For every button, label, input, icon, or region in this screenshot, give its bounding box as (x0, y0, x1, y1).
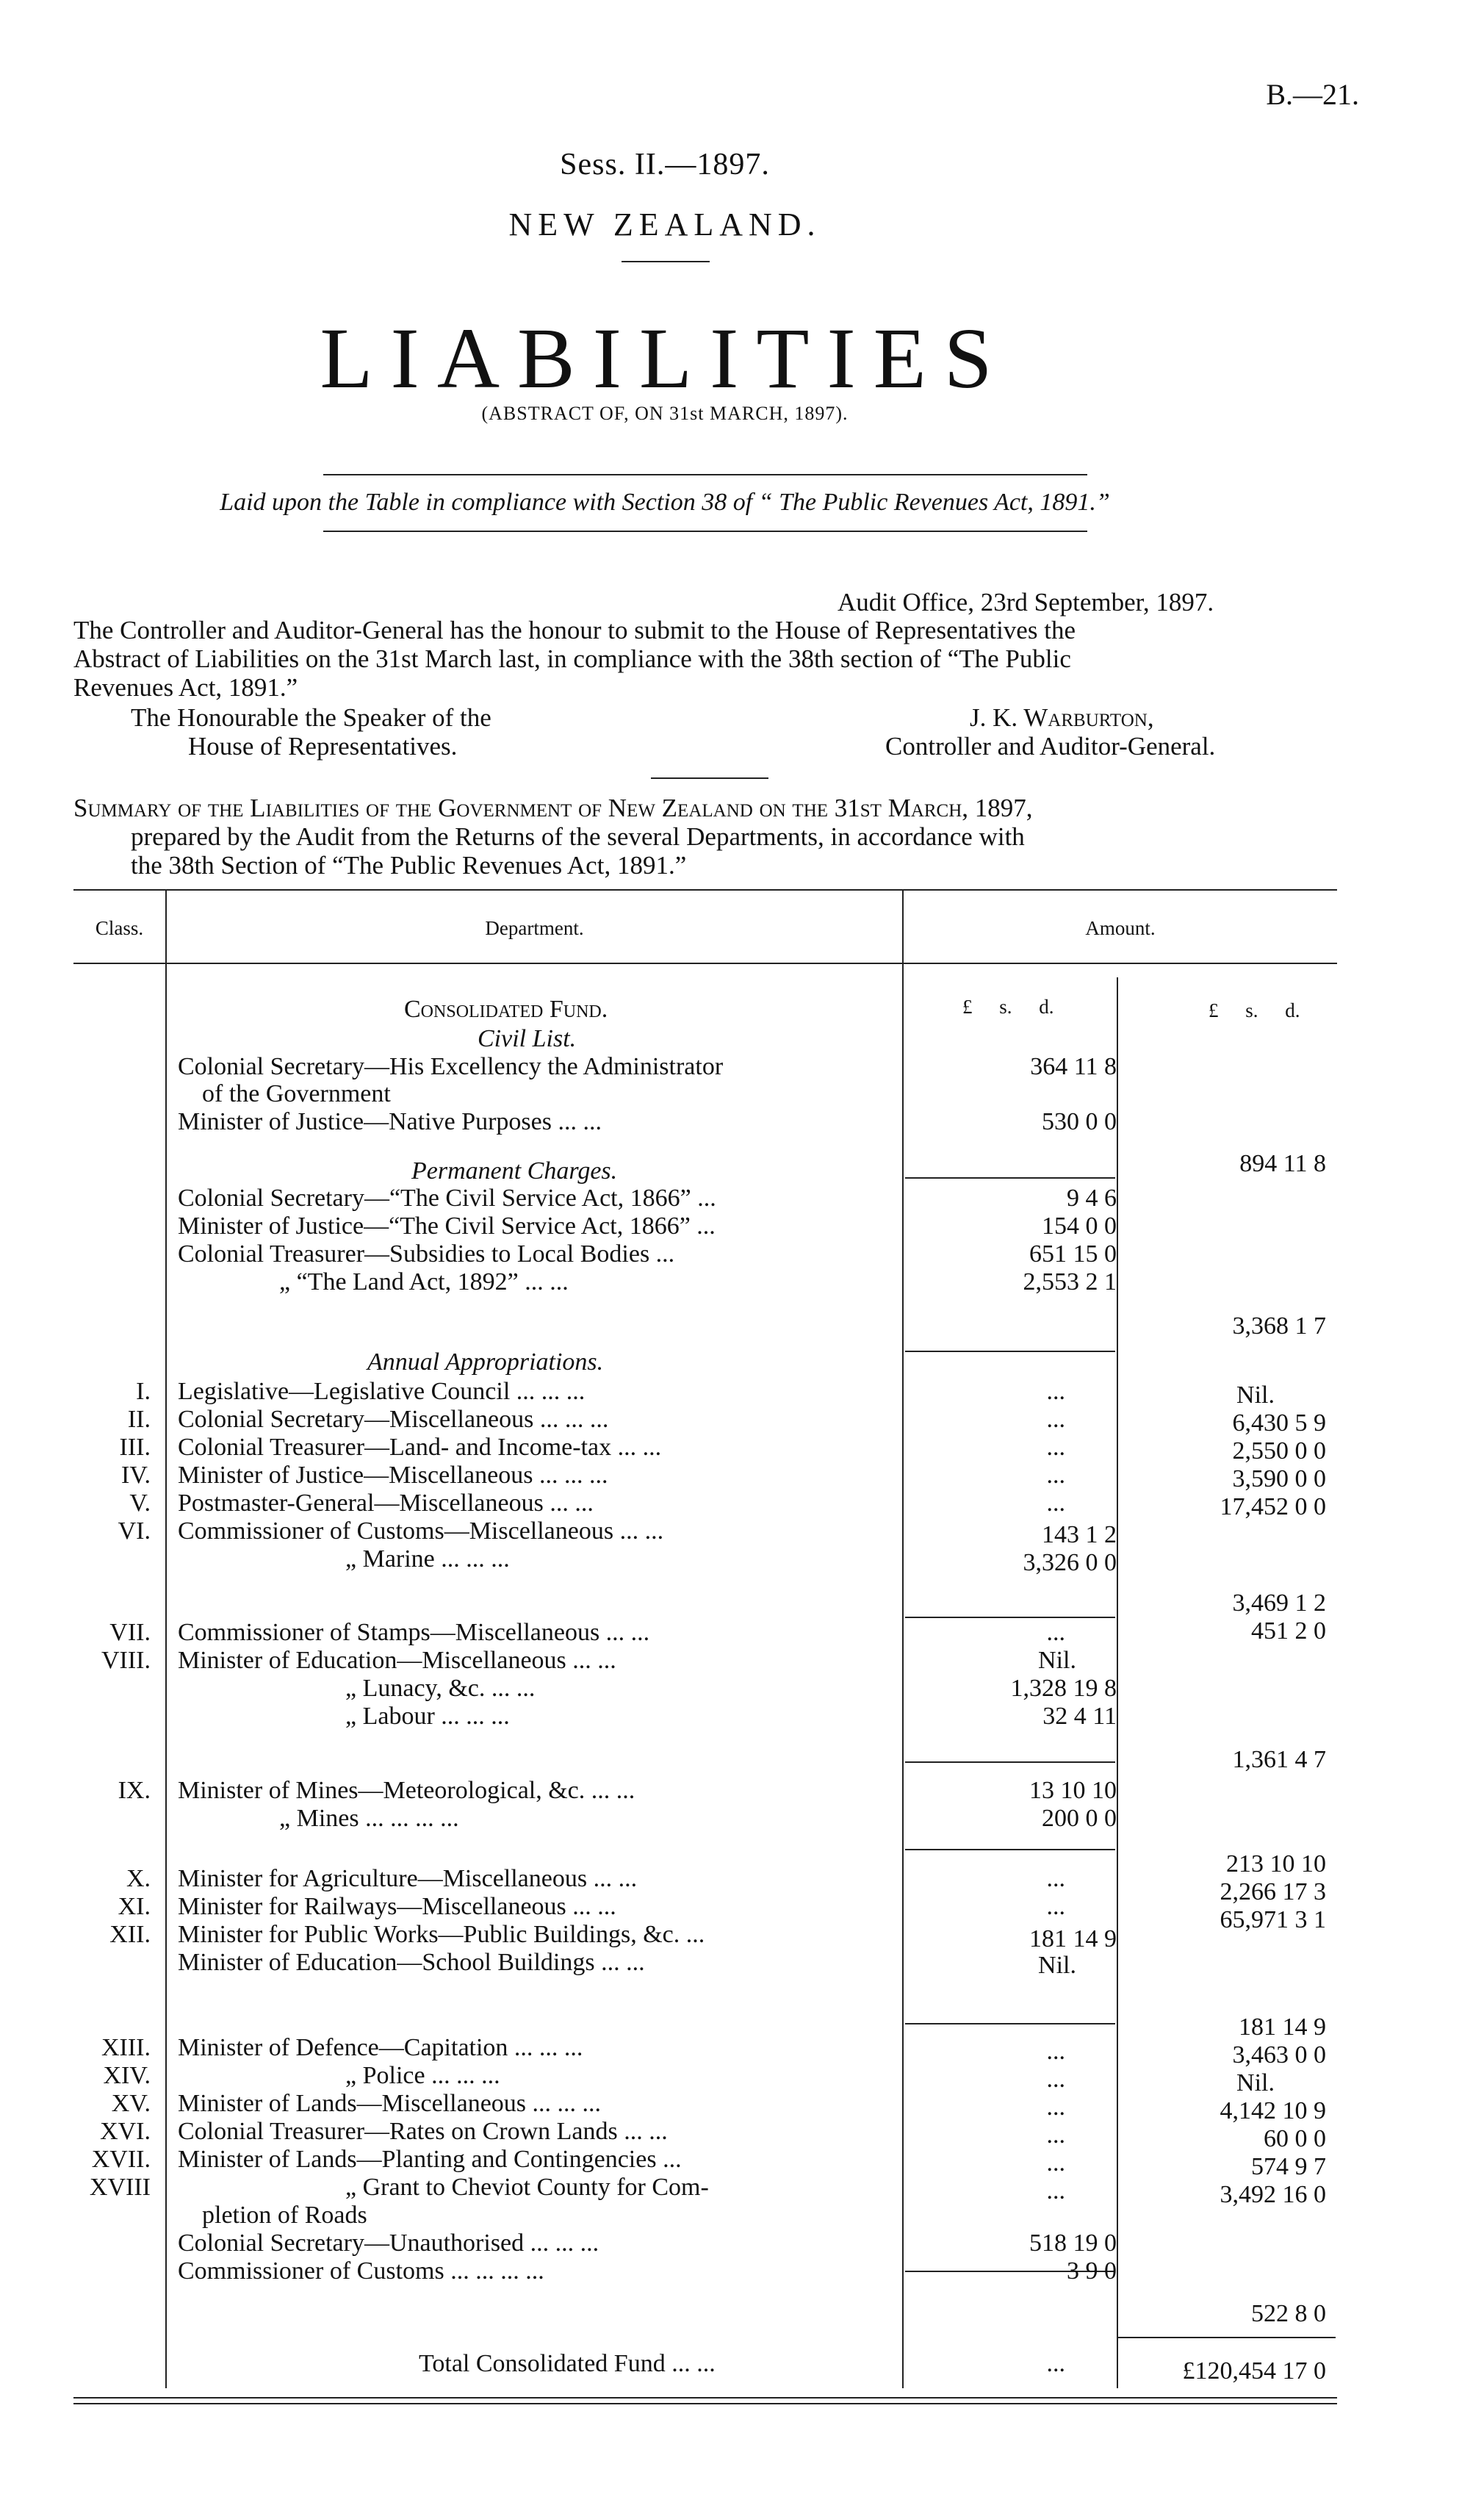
amount-cell: 2,266 17 3 (1220, 1878, 1326, 1905)
total-first-column: ... (1046, 2350, 1065, 2377)
amount-cell: 60 0 0 (1264, 2125, 1326, 2152)
subtotal-cell: 213 10 10 (1226, 1850, 1326, 1878)
department-cell: Colonial Treasurer—Rates on Crown Lands ... ... (178, 2118, 668, 2145)
department-cell: „ Police ... ... ... (345, 2062, 500, 2089)
currency-header-2 (1209, 999, 1300, 1022)
department-cell: Minister of Mines—Meteorological, &c. ... ... (178, 1777, 635, 1804)
country-heading: NEW ZEALAND. (508, 206, 821, 242)
class-cell: XVIII (89, 2174, 151, 2201)
class-cell: XVII. (91, 2146, 151, 2173)
amount-cell: 574 9 7 (1251, 2153, 1326, 2180)
class-cell: XII. (109, 1921, 151, 1948)
amount-cell: 65,971 3 1 (1220, 1906, 1326, 1933)
amount-cell: 2,550 0 0 (1232, 1437, 1326, 1465)
class-cell: VI. (118, 1517, 151, 1545)
amount-cell: ... (1046, 2149, 1065, 2177)
department-cell: Postmaster-General—Miscellaneous ... ... (178, 1490, 594, 1517)
amount-cell: 3,463 0 0 (1232, 2041, 1326, 2069)
subtotal-cell: 1,361 4 7 (1232, 1746, 1326, 1773)
pence-symbol: d. (1039, 996, 1054, 1018)
subtotal-cell: 522 8 0 (1251, 2300, 1326, 2327)
memo-text-line: Revenues Act, 1891.” (73, 673, 298, 702)
amount-cell: Nil. (1236, 1381, 1275, 1409)
group-heading-annual: Annual Appropriations. (367, 1348, 604, 1376)
amount-cell: 17,452 0 0 (1220, 1493, 1326, 1520)
pound-symbol: £ (1209, 999, 1219, 1021)
amount-cell: 651 15 0 (1029, 1240, 1117, 1268)
department-cell: Colonial Secretary—Unauthorised ... ... ... (178, 2229, 599, 2257)
memo-text-line: Abstract of Liabilities on the 31st March last, in compliance with the 38th section of “The Public (73, 644, 1071, 673)
group-heading-permanent: Permanent Charges. (411, 1157, 618, 1185)
memo-addressee: The Honourable the Speaker of the (131, 703, 491, 732)
column-header-amount: Amount. (1085, 917, 1156, 939)
amount-cell: 451 2 0 (1251, 1617, 1326, 1645)
department-cell: Colonial Secretary—Miscellaneous ... ... ... (178, 1406, 609, 1433)
currency-header-1 (962, 996, 1054, 1018)
department-cell: Colonial Secretary—“The Civil Service Act, 1866” ... (178, 1185, 716, 1212)
amount-cell: ... (1046, 1490, 1065, 1517)
divider (651, 777, 768, 779)
class-cell: IV. (121, 1462, 151, 1489)
amount-cell: 154 0 0 (1042, 1212, 1117, 1240)
department-cell: Minister of Education—School Buildings ... ... (178, 1949, 645, 1976)
subtotal-cell: 894 11 8 (1239, 1150, 1326, 1177)
memo-place-date: Audit Office, 23rd September, 1897. (838, 588, 1214, 617)
class-cell: XVI. (100, 2118, 151, 2145)
memo-text-line: The Controller and Auditor-General has the honour to submit to the House of Representatives the (73, 616, 1076, 644)
amount-cell: Nil. (1038, 1952, 1076, 1979)
document-subtitle: (ABSTRACT OF, ON 31st MARCH, 1897). (481, 403, 849, 424)
class-cell: XV. (111, 2090, 151, 2117)
department-cell: „ “The Land Act, 1892” ... ... (279, 1268, 569, 1296)
divider (622, 261, 710, 262)
class-cell: III. (119, 1434, 151, 1461)
department-cell: „ Grant to Cheviot County for Com- (345, 2174, 709, 2201)
total-label: Total Consolidated Fund ... ... (419, 2350, 716, 2377)
pence-symbol: d. (1285, 999, 1300, 1021)
page-reference: B.—21. (1266, 78, 1359, 111)
memo-addressee: House of Representatives. (188, 732, 458, 761)
class-cell: VIII. (101, 1647, 151, 1674)
department-cell: „ Marine ... ... ... (345, 1545, 510, 1573)
amount-cell: 3 9 0 (1067, 2257, 1117, 2285)
session-line: Sess. II.—1897. (560, 148, 770, 182)
department-cell: Minister of Justice—Miscellaneous ... ... ... (178, 1462, 608, 1489)
subtotal-cell: 181 14 9 (1239, 2013, 1326, 2041)
amount-cell: Nil. (1038, 1647, 1076, 1674)
department-cell: „ Labour ... ... ... (345, 1703, 510, 1730)
amount-cell: ... (1046, 1462, 1065, 1489)
department-cell: Legislative—Legislative Council ... ... ... (178, 1378, 586, 1405)
amount-cell: Nil. (1236, 2069, 1275, 2096)
class-cell: II. (127, 1406, 151, 1433)
amount-cell: 3,590 0 0 (1232, 1465, 1326, 1492)
department-cell: Commissioner of Customs ... ... ... ... (178, 2257, 544, 2285)
amount-cell: ... (1046, 1434, 1065, 1461)
department-cell: Colonial Secretary—His Excellency the Administrator (178, 1053, 724, 1080)
amount-cell: 200 0 0 (1042, 1805, 1117, 1832)
summary-text-line: the 38th Section of “The Public Revenues Act, 1891.” (131, 851, 687, 880)
class-cell: XIV. (103, 2062, 151, 2089)
amount-cell: 6,430 5 9 (1232, 1409, 1326, 1437)
amount-cell: 181 14 9 (1029, 1925, 1117, 1952)
amount-cell: 1,328 19 8 (1010, 1675, 1117, 1702)
department-cell: „ Lunacy, &c. ... ... (345, 1675, 536, 1702)
department-cell: of the Government (202, 1080, 391, 1107)
amount-cell: ... (1046, 1865, 1065, 1892)
document-title: LIABILITIES (320, 310, 1010, 406)
total-amount: £120,454 17 0 (1182, 2357, 1326, 2385)
amount-cell: ... (1046, 2177, 1065, 2205)
amount-cell: ... (1046, 1406, 1065, 1433)
amount-cell: 3,492 16 0 (1220, 2181, 1326, 2208)
class-cell: V. (129, 1490, 151, 1517)
department-cell: Minister of Lands—Planting and Contingencies ... (178, 2146, 682, 2173)
department-cell: pletion of Roads (202, 2202, 367, 2229)
amount-cell: 2,553 2 1 (1023, 1268, 1117, 1296)
department-cell: Minister of Justice—Native Purposes ... ... (178, 1108, 602, 1135)
pound-symbol: £ (962, 996, 973, 1018)
department-cell: Colonial Treasurer—Subsidies to Local Bodies ... (178, 1240, 675, 1268)
memo-signatory-title: Controller and Auditor-General. (885, 732, 1216, 761)
subtotal-cell: 3,469 1 2 (1232, 1589, 1326, 1617)
amount-cell: ... (1046, 1893, 1065, 1920)
amount-cell: 364 11 8 (1030, 1053, 1117, 1080)
department-cell: Minister for Agriculture—Miscellaneous ... ... (178, 1865, 638, 1892)
class-cell: I. (136, 1378, 151, 1405)
amount-cell: 530 0 0 (1042, 1108, 1117, 1135)
divider (323, 474, 1087, 475)
department-cell: Colonial Treasurer—Land- and Income-tax ... ... (178, 1434, 662, 1461)
subtotal-cell: 3,368 1 7 (1232, 1312, 1326, 1340)
class-cell: XI. (118, 1893, 151, 1920)
department-cell: Minister for Railways—Miscellaneous ... ... (178, 1893, 616, 1920)
department-cell: Minister of Justice—“The Civil Service Act, 1866” ... (178, 1212, 716, 1240)
memo-signatory: J. K. Warburton, (970, 703, 1154, 732)
amount-cell: ... (1046, 1619, 1065, 1646)
class-cell: IX. (118, 1777, 151, 1804)
department-cell: Commissioner of Customs—Miscellaneous ... ... (178, 1517, 664, 1545)
column-header-department: Department. (485, 917, 584, 939)
class-cell: X. (126, 1865, 151, 1892)
group-heading-civil-list: Civil List. (478, 1025, 577, 1052)
amount-cell: 3,326 0 0 (1023, 1549, 1117, 1576)
department-cell: Minister for Public Works—Public Buildings, &c. ... (178, 1921, 705, 1948)
amount-cell: 32 4 11 (1042, 1703, 1117, 1730)
section-heading: Consolidated Fund. (404, 996, 608, 1023)
laid-upon-table-notice: Laid upon the Table in compliance with Section 38 of “ The Public Revenues Act, 1891.” (220, 489, 1110, 516)
shillings-symbol: s. (1245, 999, 1258, 1021)
amount-cell: 4,142 10 9 (1220, 2097, 1326, 2124)
amount-cell: 518 19 0 (1029, 2229, 1117, 2257)
department-cell: Minister of Education—Miscellaneous ... ... (178, 1647, 616, 1674)
shillings-symbol: s. (999, 996, 1012, 1018)
class-cell: XIII. (101, 2034, 151, 2061)
class-cell: VII. (109, 1619, 151, 1646)
amount-cell: ... (1046, 2066, 1065, 2093)
department-cell: Commissioner of Stamps—Miscellaneous ... ... (178, 1619, 650, 1646)
amount-cell: 13 10 10 (1029, 1777, 1117, 1804)
summary-text-line: Summary of the Liabilities of the Government of New Zealand on the 31st March, 1897, (73, 794, 1033, 822)
department-cell: Minister of Defence—Capitation ... ... ... (178, 2034, 583, 2061)
amount-cell: ... (1046, 2094, 1065, 2121)
summary-text-line: prepared by the Audit from the Returns of the several Departments, in accordance with (131, 822, 1025, 851)
amount-cell: ... (1046, 1378, 1065, 1405)
department-cell: Minister of Lands—Miscellaneous ... ... ... (178, 2090, 602, 2117)
column-header-class: Class. (95, 917, 144, 939)
amount-cell: 9 4 6 (1067, 1185, 1117, 1212)
amount-cell: 143 1 2 (1042, 1521, 1117, 1548)
amount-cell: ... (1046, 2038, 1065, 2065)
amount-cell: ... (1046, 2121, 1065, 2149)
divider (323, 531, 1087, 532)
department-cell: „ Mines ... ... ... ... (279, 1805, 459, 1832)
